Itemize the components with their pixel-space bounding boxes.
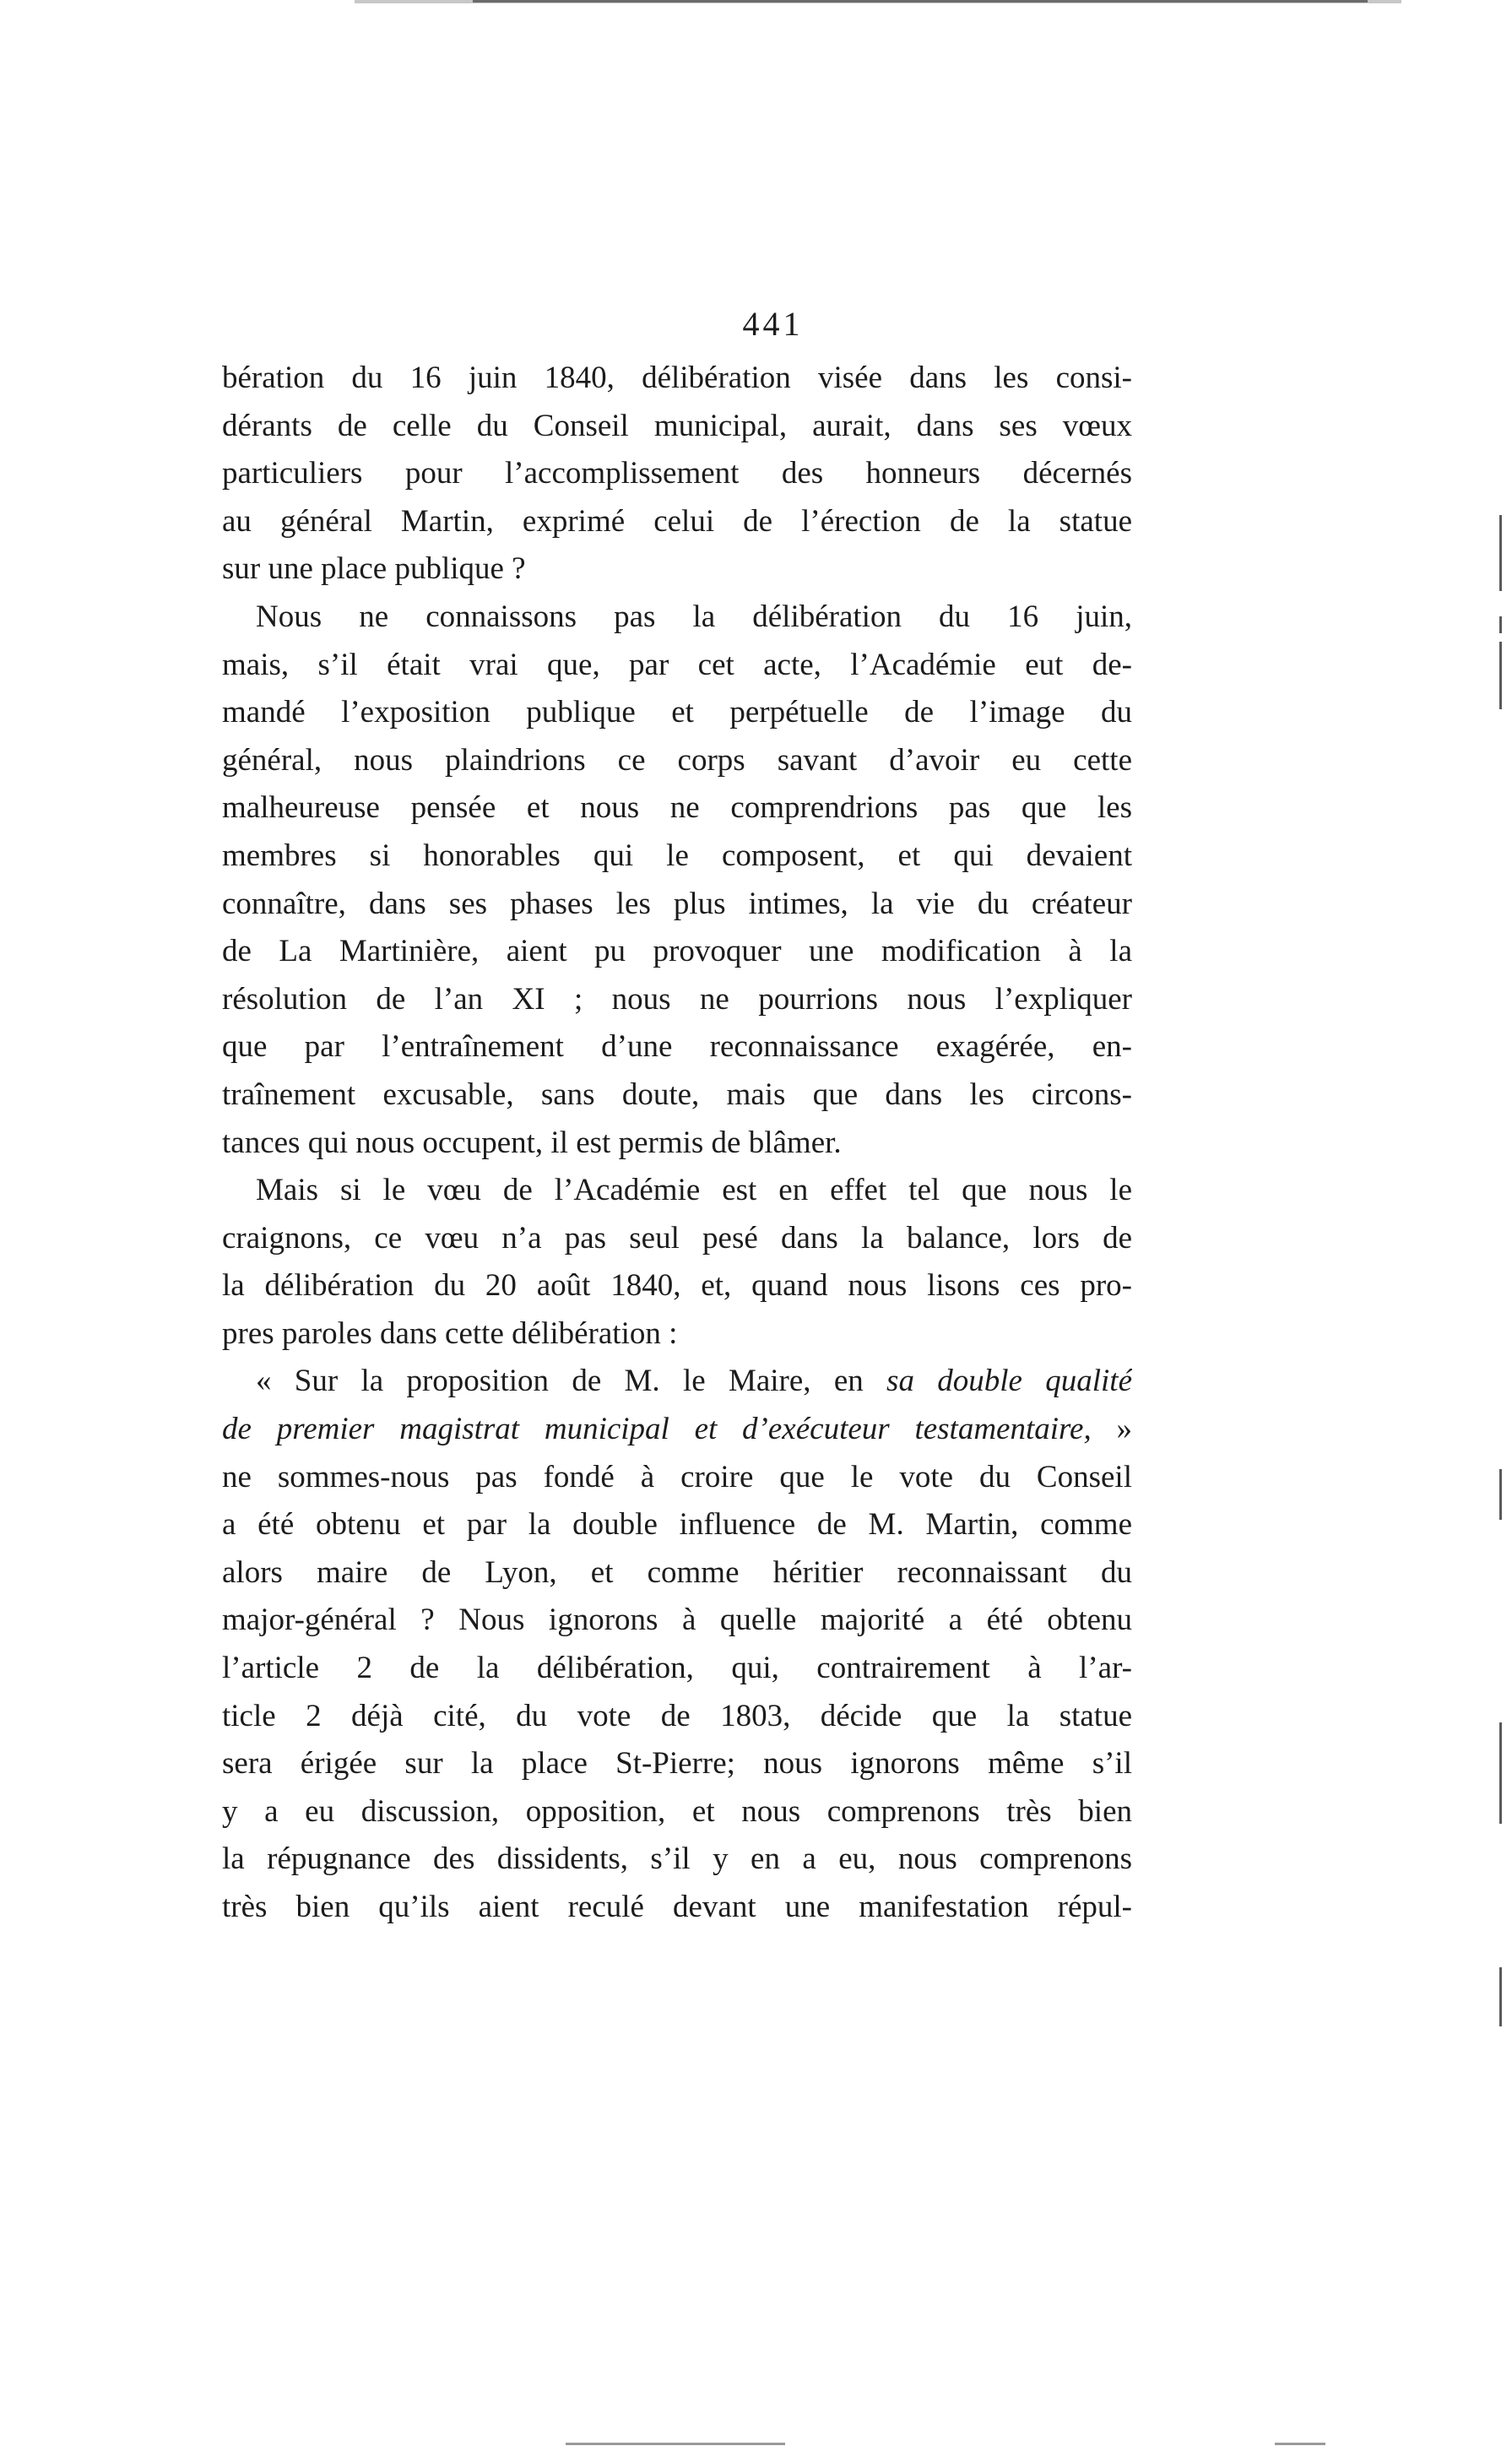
text-line: ne sommes-nous pas fondé à croire que le vote du Conseil: [222, 1459, 1132, 1494]
text-line: y a eu discussion, opposition, et nous comprenons très bien: [222, 1793, 1132, 1829]
margin-mark: [1499, 515, 1502, 591]
text-line: sera érigée sur la place St-Pierre; nous ignorons même s’il: [222, 1746, 1132, 1782]
text-line: tances qui nous occupent, il est permis de blâmer.: [222, 1125, 842, 1160]
margin-mark: [1499, 1469, 1502, 1520]
page-top-edge-shadow: [473, 0, 1368, 3]
bottom-edge-mark: [1275, 2443, 1325, 2445]
bottom-edge-mark: [566, 2443, 785, 2445]
text-line: au général Martin, exprimé celui de l’érection de la statue: [222, 503, 1132, 539]
text-line: l’article 2 de la délibération, qui, contrairement à l’ar-: [222, 1651, 1132, 1686]
margin-mark: [1499, 1722, 1502, 1824]
text-line: traînement excusable, sans doute, mais que dans les circons-: [222, 1077, 1132, 1112]
quote-italic-text: de premier magistrat municipal et d’exécuteur testamentaire,: [222, 1412, 1092, 1447]
text-line: major-général ? Nous ignorons à quelle majorité a été obtenu: [222, 1603, 1132, 1638]
text-line: connaître, dans ses phases les plus intimes, la vie du créateur: [222, 886, 1132, 921]
text-line: bération du 16 juin 1840, délibération visée dans les consi-: [222, 361, 1132, 395]
text-line: ticle 2 déjà cité, du vote de 1803, décide que la statue: [222, 1698, 1132, 1733]
page-number: 441: [742, 305, 804, 343]
text-line: particuliers pour l’accomplissement des honneurs décernés: [222, 456, 1132, 491]
text-line: la délibération du 20 août 1840, et, quand nous lisons ces pro-: [222, 1268, 1132, 1304]
text-line: Nous ne connaissons pas la délibération du 16 juin,: [256, 599, 1132, 634]
margin-mark: [1499, 642, 1502, 709]
quote-italic-text: sa double qualité: [886, 1364, 1132, 1399]
text-line: de La Martinière, aient pu provoquer une modification à la: [222, 934, 1132, 969]
text-line: membres si honorables qui le composent, et qui devaient: [222, 838, 1132, 873]
text-line: mais, s’il était vrai que, par cet acte, l’Académie eut de-: [222, 647, 1132, 682]
text-line: la répugnance des dissidents, s’il y en a eu, nous comprenons: [222, 1841, 1132, 1877]
text-line: général, nous plaindrions ce corps savant d’avoir eu cette: [222, 742, 1132, 778]
text-line: pres paroles dans cette délibération :: [222, 1315, 678, 1351]
margin-mark: [1499, 1967, 1502, 2026]
text-line: résolution de l’an XI ; nous ne pourrions nous l’expliquer: [222, 981, 1132, 1017]
text-line: mandé l’exposition publique et perpétuelle de l’image du: [222, 695, 1132, 730]
text-line: craignons, ce vœu n’a pas seul pesé dans la balance, lors de: [222, 1220, 1132, 1256]
quote-start-text: « Sur la proposition de M. le Maire, en: [256, 1364, 887, 1399]
text-line: très bien qu’ils aient reculé devant une manifestation répul-: [222, 1890, 1132, 1924]
text-line-quote: [222, 1358, 1132, 1406]
body-text: [222, 355, 1132, 1932]
text-line-quote: [222, 1406, 1132, 1454]
quote-end-text: »: [1091, 1412, 1132, 1447]
text-line: dérants de celle du Conseil municipal, aurait, dans ses vœux: [222, 408, 1132, 443]
text-line: sur une place publique ?: [222, 551, 526, 587]
text-line: Mais si le vœu de l’Académie est en effet tel que nous le: [256, 1173, 1132, 1208]
text-line: alors maire de Lyon, et comme héritier reconnaissant du: [222, 1554, 1132, 1590]
text-line: malheureuse pensée et nous ne comprendrions pas que les: [222, 790, 1132, 826]
text-line: que par l’entraînement d’une reconnaissance exagérée, en-: [222, 1029, 1132, 1065]
margin-mark: [1499, 616, 1502, 633]
text-line: a été obtenu et par la double influence de M. Martin, comme: [222, 1507, 1132, 1543]
